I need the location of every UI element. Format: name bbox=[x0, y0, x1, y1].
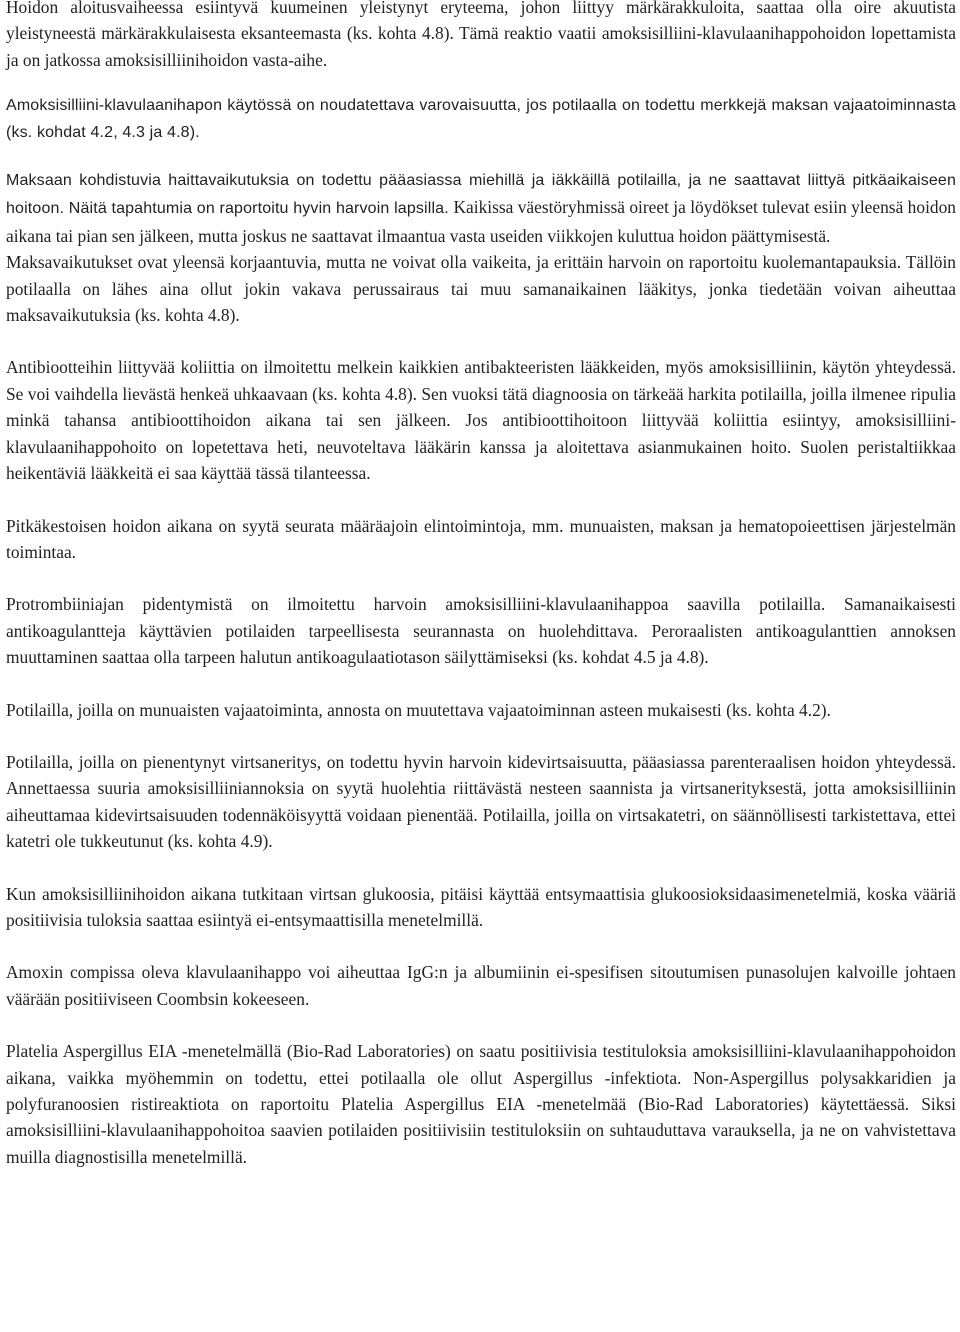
paragraph-text: Kaikissa väestöryhmissä oireet ja löydökset tulevat esiin yleensä hoidon aikana tai pian sen jälkeen, mutta joskus ne saattavat ilmaantua vasta useiden viikkojen kuluttua hoidon päättymisestä. bbox=[6, 197, 956, 246]
paragraph-text: Pitkäkestoisen hoidon aikana on syytä seurata määräajoin elintoimintoja, mm. munuaisten, maksan ja hematopoieettisen järjestelmän toimintaa. bbox=[6, 515, 956, 562]
paragraph-text: Kun amoksisilliinihoidon aikana tutkitaan virtsan glukoosia, pitäisi käyttää entsymaattisia glukoosioksidaasimenetelmiä, koska vääriä positiivisia tuloksia saattaa esiintyä ei-entsymaattisilla menetelmillä. bbox=[6, 883, 956, 930]
paragraph-rash-warning bbox=[6, 0, 956, 73]
paragraph-text: Potilailla, joilla on pienentynyt virtsaneritys, on todettu hyvin harvoin kidevirtsaisuutta, pääasiassa parenteraalisen hoidon yhteydessä. Annettaessa suuria amoksisilliiniannoksia on syytä huolehtia riittävästä nesteen saannista ja virtsanerityksestä, jotta amoksisilliinin aiheuttamaa kidevirtsaisuuden todennäköisyyttä voidaan pienentää. Potilailla, joilla on virtsakatetri, on säännöllisesti tarkistettava, ettei katetri ole tukkeutunut (ks. kohta 4.9). bbox=[6, 751, 956, 852]
paragraph-text-sans: Maksaan kohdistuvia haittavaikutuksia on todettu pääasiassa miehillä ja iäkkäillä potilailla, ja ne saattavat liittyä pitkäaikaiseen hoitoon. Näitä tapahtumia on raportoitu hyvin harvoin lapsilla. bbox=[6, 172, 956, 218]
paragraph-hepatic-caution bbox=[6, 93, 956, 146]
paragraph-text: Platelia Aspergillus EIA -menetelmällä (Bio-Rad Laboratories) on saatu positiivisia testituloksia amoksisilliini-klavulaanihappohoidon aikana, vaikka myöhemmin on todettu, ettei potilaalla ole ollut Aspergillus -infektiota. Non-Aspergillus polysakkaridien ja polyfuranoosien ristireaktiota on raportoitu Platelia Aspergillus EIA -menetelmää (Bio-Rad Laboratories) käytettäessä. Siksi amoksisilliini-klavulaanihappohoitoa saavien potilaiden positiivisiin testituloksiin on suhtauduttava varauksella, ja ne on vahvistettava muilla diagnostisilla menetelmillä. bbox=[6, 1041, 956, 1167]
paragraph-colitis bbox=[6, 354, 956, 486]
paragraph-text: Maksavaikutukset ovat yleensä korjaantuvia, mutta ne voivat olla vaikeita, ja erittäin harvoin on raportoitu kuolemantapauksia. Tällöin potilaalla on lähes aina ollut jokin vakava perussairaus tai muu samanaikainen lääkitys, jonka tiedetään voivan aiheuttaa maksavaikutuksia (ks. kohta 4.8). bbox=[6, 252, 956, 326]
paragraph-coombs-test bbox=[6, 959, 956, 1012]
paragraph-hepatic-effects bbox=[6, 166, 956, 249]
document-page bbox=[6, 0, 956, 1170]
paragraph-text: Protrombiiniajan pidentymistä on ilmoitettu harvoin amoksisilliini-klavulaanihappoa saavilla potilailla. Samanaikaisesti antikoagulantteja käyttävien potilaiden tarpeellisesta seurannasta on huolehdittava. Peroraalisten antikoagulanttien annoksen muuttaminen saattaa olla tarpeen halutun antikoagulaatiotason säilyttämiseksi (ks. kohdat 4.5 ja 4.8). bbox=[6, 594, 956, 668]
paragraph-text: Potilailla, joilla on munuaisten vajaatoiminta, annosta on muutettava vajaatoiminnan asteen mukaisesti (ks. kohta 4.2). bbox=[6, 699, 831, 720]
paragraph-text: Amoksisilliini-klavulaanihapon käytössä on noudatettava varovaisuutta, jos potilaalla on todettu merkkejä maksan vajaatoiminnasta (ks. kohdat 4.2, 4.3 ja 4.8). bbox=[6, 97, 956, 141]
paragraph-hepatic-reversibility bbox=[6, 249, 956, 328]
paragraph-crystalluria bbox=[6, 749, 956, 855]
paragraph-glucose-test bbox=[6, 881, 956, 934]
paragraph-text: Antibiootteihin liittyvää koliittia on ilmoitettu melkein kaikkien antibakteeristen lääkkeiden, myös amoksisilliinin, käytön yhteydessä. Se voi vaihdella lievästä henkeä uhkaavaan (ks. kohta 4.8). Sen vuoksi tätä diagnoosia on tärkeää harkita potilailla, joilla ilmenee ripulia minkä tahansa antibioottihoidon aikana tai sen jälkeen. Jos antibioottihoitoon liittyvää koliittia esiintyy, amoksisilliini-klavulaanihappohoito on lopetettava heti, neuvoteltava lääkärin kanssa ja aloitettava asianmukainen hoito. Suolen peristaltiikkaa heikentäviä lääkkeitä ei saa käyttää tässä tilanteessa. bbox=[6, 357, 956, 484]
paragraph-prothrombin bbox=[6, 591, 956, 670]
paragraph-aspergillus-test bbox=[6, 1038, 956, 1170]
paragraph-renal-dosing bbox=[6, 697, 956, 723]
paragraph-text: Hoidon aloitusvaiheessa esiintyvä kuumeinen yleistynyt eryteema, johon liittyy märkärakkuloita, saattaa olla oire akuutista yleistyneestä märkärakkulaisesta eksanteemasta (ks. kohta 4.8). Tämä reaktio vaatii amoksisilliini-klavulaanihappohoidon lopettamista ja on jatkossa amoksisilliinihoidon vasta-aihe. bbox=[6, 0, 956, 70]
paragraph-text: Amoxin compissa oleva klavulaanihappo voi aiheuttaa IgG:n ja albumiinin ei-spesifisen sitoutumisen punasolujen kalvoille johtaen väärään positiiviseen Coombsin kokeeseen. bbox=[6, 962, 956, 1009]
paragraph-long-term-monitoring bbox=[6, 513, 956, 566]
